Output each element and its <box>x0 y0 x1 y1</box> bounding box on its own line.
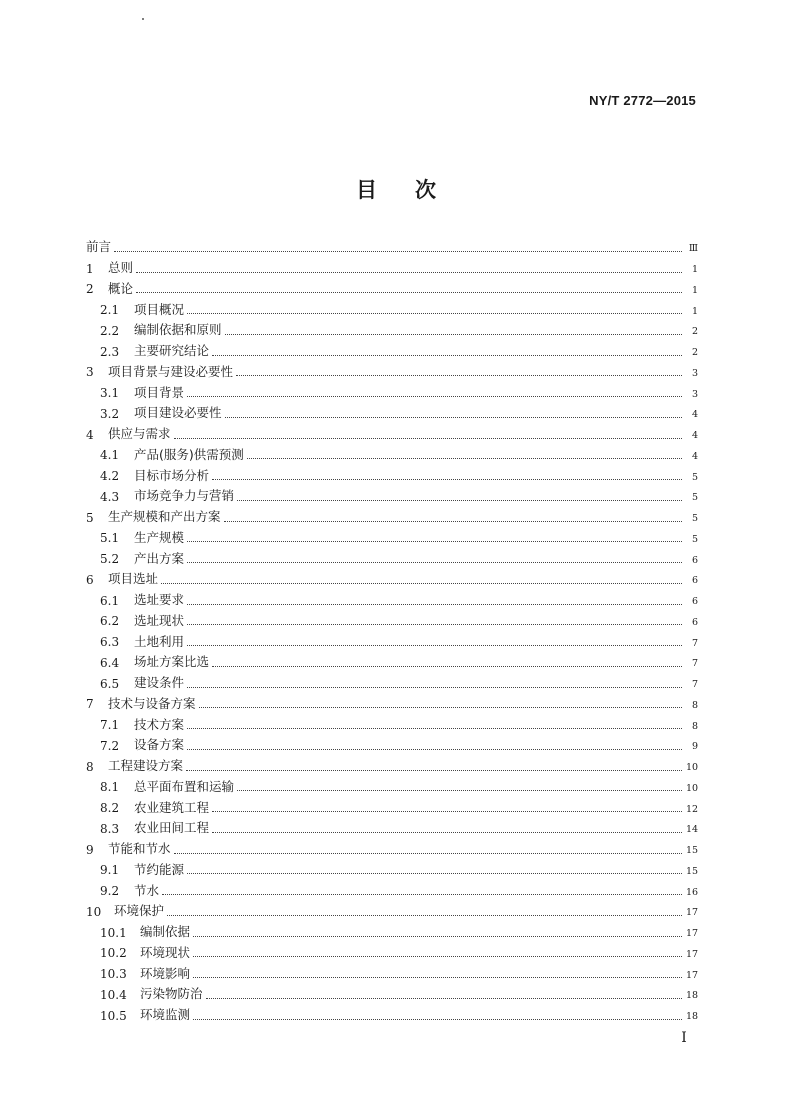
dot-leader <box>187 540 682 542</box>
toc-entry-number: 7.2 <box>100 738 120 753</box>
toc-entry-page: 17 <box>686 928 699 939</box>
toc-entry-number: 6.4 <box>100 655 120 670</box>
dot-leader <box>237 499 682 501</box>
toc-entry[interactable] <box>86 337 698 358</box>
toc-entry-label: 环境影响 <box>140 965 191 981</box>
toc-entry[interactable] <box>86 939 698 960</box>
toc-entry-page: 7 <box>691 658 698 670</box>
toc-entry-page: 5 <box>691 513 698 524</box>
toc-entry-label: 前言 <box>86 239 112 255</box>
toc-entry-page: 17 <box>686 969 699 981</box>
toc-entry-label: 设备方案 <box>134 737 185 753</box>
toc-entry-page: 7 <box>691 679 698 690</box>
dot-leader <box>187 395 682 397</box>
toc-entry-label: 供应与需求 <box>108 426 171 441</box>
toc-entry-page: 16 <box>686 886 699 898</box>
toc-entry-page: 6 <box>691 616 698 628</box>
toc-entry-label: 节能和节水 <box>108 841 171 856</box>
toc-entry-page: 12 <box>686 803 699 815</box>
toc-entry-number: 10.5 <box>100 1008 127 1023</box>
dot-leader <box>212 831 682 833</box>
dot-leader <box>225 333 682 335</box>
toc-entry-number: 10.4 <box>100 987 127 1002</box>
dot-leader <box>187 872 682 874</box>
toc-entry-number: 6 <box>86 572 94 587</box>
toc-entry[interactable] <box>86 752 698 773</box>
toc-entry-number: 2.2 <box>100 323 120 338</box>
toc-entry-label: 节约能源 <box>134 861 185 877</box>
toc-entry-page: 6 <box>691 554 698 566</box>
toc-entry-label: 目标市场分析 <box>134 467 210 483</box>
toc-entry[interactable] <box>86 793 698 814</box>
toc-entry[interactable] <box>86 710 698 731</box>
dot-leader <box>212 478 682 480</box>
toc-entry[interactable] <box>86 690 698 711</box>
toc-entry[interactable] <box>86 731 698 752</box>
toc-entry-page: 8 <box>691 699 698 711</box>
dot-leader <box>193 935 682 937</box>
toc-entry-number: 5.2 <box>100 552 120 566</box>
toc-entry-page: 1 <box>691 305 698 317</box>
dot-leader <box>136 271 682 273</box>
dot-leader <box>187 644 682 646</box>
toc-entry-page: 4 <box>691 409 698 421</box>
dot-leader <box>236 374 682 376</box>
toc-entry-label: 总平面布置和运输 <box>134 778 235 794</box>
toc-entry[interactable] <box>86 254 698 275</box>
toc-entry-number: 6.3 <box>100 635 120 649</box>
toc-entry-number: 2 <box>86 282 94 297</box>
toc-entry-label: 产出方案 <box>134 550 185 566</box>
toc-entry-page: 2 <box>691 326 698 338</box>
toc-entry-label: 生产规模 <box>134 529 185 545</box>
toc-entry[interactable] <box>86 835 698 856</box>
toc-entry-page: 2 <box>691 347 698 358</box>
toc-entry-number: 4.1 <box>100 448 120 463</box>
dot-leader <box>162 893 682 895</box>
toc-entry-label: 环境监测 <box>140 1007 191 1022</box>
toc-entry-number: 8.2 <box>100 801 120 815</box>
toc-entry-label: 工程建设方案 <box>108 758 184 773</box>
toc-entry-page: 5 <box>691 471 698 483</box>
toc-entry-page: 17 <box>686 907 699 919</box>
toc-entry[interactable] <box>86 607 698 628</box>
toc-entry-label: 总则 <box>108 260 134 275</box>
toc-entry[interactable] <box>86 856 698 877</box>
toc-entry-label: 技术与设备方案 <box>108 695 196 711</box>
toc-entry-label: 农业建筑工程 <box>134 799 210 815</box>
toc-entry[interactable] <box>86 959 698 980</box>
toc-entry-number: 9 <box>86 842 94 857</box>
dot-leader <box>212 810 682 812</box>
toc-entry-label: 选址现状 <box>134 612 185 628</box>
toc-entry[interactable] <box>86 233 698 254</box>
dot-leader <box>247 457 682 459</box>
toc-entry-label: 编制依据 <box>140 924 191 939</box>
toc-entry-number: 3.2 <box>100 406 120 421</box>
toc-entry-label: 项目背景 <box>134 384 185 400</box>
toc-entry-number: 1 <box>86 261 94 276</box>
toc-entry[interactable] <box>86 420 698 441</box>
toc-entry-label: 建设条件 <box>134 675 185 690</box>
toc-entry-page: 1 <box>691 284 698 296</box>
toc-entry-number: 10.1 <box>100 925 127 940</box>
toc-entry-page: 5 <box>691 533 698 545</box>
toc-entry-page: 8 <box>691 720 698 732</box>
toc-entry-number: 6.5 <box>100 676 120 691</box>
title-char-right: 次 <box>415 178 436 202</box>
toc-entry-page: 3 <box>691 388 698 400</box>
toc-entry-label: 环境保护 <box>114 903 165 919</box>
toc-entry[interactable] <box>86 461 698 482</box>
dot-leader <box>186 769 682 771</box>
dot-leader <box>206 997 682 999</box>
toc-entry[interactable] <box>86 399 698 420</box>
toc-entry-label: 节水 <box>134 882 160 898</box>
dot-leader <box>212 665 682 667</box>
page-number: I <box>681 1030 687 1046</box>
toc-entry-number: 9.2 <box>100 884 120 898</box>
dot-leader <box>187 561 682 563</box>
toc-entry[interactable] <box>86 1001 698 1022</box>
dot-leader <box>174 852 682 854</box>
dot-leader <box>187 686 682 688</box>
dot-leader <box>187 312 682 314</box>
toc-entry[interactable] <box>86 586 698 607</box>
title-char-left: 目 <box>356 178 377 202</box>
toc-entry[interactable] <box>86 316 698 337</box>
toc-entry-label: 场址方案比选 <box>134 654 210 670</box>
toc-entry[interactable] <box>86 918 698 939</box>
dot-leader <box>193 955 682 957</box>
toc-entry-page: Ⅲ <box>688 243 698 255</box>
toc-entry[interactable] <box>86 565 698 586</box>
toc-entry-label: 选址要求 <box>134 592 185 607</box>
toc-entry-page: 3 <box>691 367 698 379</box>
toc-entry-number: 8 <box>86 759 94 774</box>
scan-speck <box>142 18 144 20</box>
dot-leader <box>193 976 682 978</box>
toc-entry-number: 8.1 <box>100 780 120 795</box>
toc-entry-label: 技术方案 <box>134 716 185 732</box>
standard-code: NY/T 2772—2015 <box>589 93 696 108</box>
toc-entry-page: 1 <box>691 264 698 275</box>
toc-entry-number: 10 <box>86 904 102 919</box>
toc-entry-label: 生产规模和产出方案 <box>108 509 221 524</box>
toc-entry-number: 3 <box>86 365 94 380</box>
dot-leader <box>225 416 682 418</box>
toc-entry-label: 编制依据和原则 <box>134 322 222 338</box>
toc-entry-number: 6.1 <box>100 593 120 608</box>
toc-entry-label: 项目概况 <box>134 301 185 317</box>
toc-entry-number: 10.3 <box>100 967 127 981</box>
toc-entry[interactable] <box>86 482 698 503</box>
toc-entry-number: 2.3 <box>100 344 120 359</box>
toc-entry-number: 3.1 <box>100 386 120 400</box>
toc-entry-page: 6 <box>691 575 698 587</box>
dot-leader <box>187 727 682 729</box>
toc-entry-label: 土地利用 <box>134 633 185 649</box>
toc-entry-number: 2.1 <box>100 303 120 317</box>
toc-entry-number: 4.3 <box>100 489 120 504</box>
toc-entry-number: 6.2 <box>100 614 120 629</box>
dot-leader <box>136 291 682 293</box>
toc-entry-label: 主要研究结论 <box>134 343 210 358</box>
toc-entry[interactable] <box>86 358 698 379</box>
toc-entry-page: 6 <box>691 596 698 607</box>
toc-entry-label: 概论 <box>108 280 134 296</box>
toc-entry-page: 10 <box>686 782 699 794</box>
toc-entry[interactable] <box>86 441 698 462</box>
dot-leader <box>174 437 682 439</box>
dot-leader <box>212 354 682 356</box>
toc-entry[interactable] <box>86 627 698 648</box>
toc-entry[interactable] <box>86 378 698 399</box>
toc-entry[interactable] <box>86 876 698 897</box>
toc-entry-number: 7 <box>86 697 94 712</box>
toc-entry-page: 4 <box>691 450 698 462</box>
toc-entry-page: 17 <box>686 948 699 960</box>
toc-entry-page: 9 <box>691 741 698 753</box>
toc-entry[interactable] <box>86 503 698 524</box>
toc-entry-page: 18 <box>686 1011 699 1022</box>
toc-entry[interactable] <box>86 897 698 918</box>
toc-entry-page: 15 <box>686 865 699 877</box>
toc-entry-label: 项目建设必要性 <box>134 405 222 421</box>
dot-leader <box>193 1018 682 1020</box>
toc-entry-label: 市场竞争力与营销 <box>134 488 235 504</box>
table-of-contents <box>86 233 698 1022</box>
toc-entry-label: 产品(服务)供需预测 <box>134 446 244 462</box>
toc-entry-label: 污染物防治 <box>140 986 203 1002</box>
toc-entry-number: 4.2 <box>100 469 120 483</box>
toc-entry-label: 项目背景与建设必要性 <box>108 363 234 379</box>
toc-entry-number: 5.1 <box>100 531 120 546</box>
toc-entry-number: 9.1 <box>100 863 120 878</box>
toc-entry[interactable] <box>86 295 698 316</box>
toc-entry-page: 15 <box>686 845 699 856</box>
dot-leader <box>237 789 682 791</box>
toc-entry-label: 环境现状 <box>140 944 191 960</box>
toc-entry-number: 5 <box>86 510 94 525</box>
toc-entry[interactable] <box>86 773 698 794</box>
toc-entry[interactable] <box>86 669 698 690</box>
toc-entry[interactable] <box>86 980 698 1001</box>
toc-entry[interactable] <box>86 524 698 545</box>
dot-leader <box>114 250 682 252</box>
toc-entry[interactable] <box>86 814 698 835</box>
dot-leader <box>187 603 682 605</box>
toc-entry[interactable] <box>86 544 698 565</box>
toc-entry-page: 7 <box>691 637 698 649</box>
toc-entry-page: 10 <box>686 762 699 773</box>
toc-entry-page: 18 <box>686 990 699 1002</box>
toc-entry-page: 14 <box>686 824 699 836</box>
toc-entry[interactable] <box>86 275 698 296</box>
toc-entry-number: 7.1 <box>100 718 120 732</box>
dot-leader <box>187 623 682 625</box>
dot-leader <box>187 748 682 750</box>
toc-entry-number: 4 <box>86 427 94 442</box>
page-title <box>0 174 792 204</box>
toc-entry-page: 5 <box>691 492 698 504</box>
toc-entry-label: 项目选址 <box>108 571 159 587</box>
toc-entry-number: 10.2 <box>100 946 127 961</box>
toc-entry-page: 4 <box>691 430 698 441</box>
toc-entry[interactable] <box>86 648 698 669</box>
dot-leader <box>167 914 682 916</box>
dot-leader <box>161 582 682 584</box>
toc-entry-number: 8.3 <box>100 821 120 836</box>
dot-leader <box>199 706 682 708</box>
dot-leader <box>224 520 682 522</box>
toc-entry-label: 农业田间工程 <box>134 820 210 836</box>
